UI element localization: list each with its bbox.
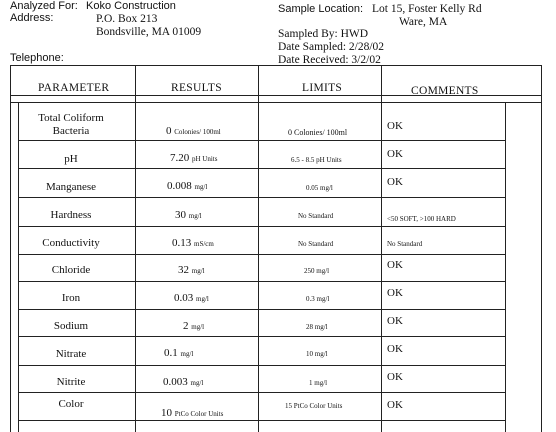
limit-value: 15 PtCo Color Units — [285, 402, 343, 410]
result-unit: mS/cm — [194, 240, 214, 248]
result-value — [164, 347, 193, 359]
param-name: Sodium — [53, 320, 89, 332]
result-value — [170, 152, 217, 164]
comment-value: <50 SOFT, >100 HARD — [387, 215, 456, 223]
limit-value: 0.3 mg/l — [306, 295, 330, 303]
result-number: 0.13 — [172, 237, 192, 249]
result-number: 2 — [183, 320, 189, 332]
param-name: Hardness — [50, 209, 92, 221]
result-number: 0.008 — [167, 180, 192, 192]
limit-value: 10 mg/l — [306, 350, 328, 358]
param-name: Conductivity — [42, 237, 100, 249]
comment-value: OK — [387, 287, 403, 299]
result-number: 0.03 — [174, 292, 194, 304]
result-number: 7.20 — [170, 152, 190, 164]
row-divider — [18, 309, 505, 310]
row-divider — [18, 168, 505, 169]
param-name: Manganese — [45, 181, 97, 193]
col-header-results: RESULTS — [171, 82, 222, 94]
comment-value: OK — [387, 176, 403, 188]
analyzed-for-value: Koko Construction — [86, 0, 176, 12]
result-number: 30 — [175, 209, 186, 221]
sample-location-line1: Lot 15, Foster Kelly Rd — [372, 3, 482, 15]
param-name: Total Coliform — [38, 112, 104, 124]
date-received: Date Received: 3/2/02 — [278, 54, 381, 66]
result-unit: PtCo Color Units — [174, 410, 224, 418]
result-number: 0 — [166, 125, 172, 137]
limit-value: No Standard — [298, 240, 334, 248]
address-line2: Bondsville, MA 01009 — [96, 26, 202, 38]
result-number: 10 — [161, 407, 172, 419]
result-unit: pH Units — [192, 155, 218, 163]
result-value — [163, 376, 203, 388]
result-number: 32 — [178, 264, 189, 276]
comment-value: No Standard — [387, 240, 423, 248]
limit-value: 28 mg/l — [306, 323, 328, 331]
result-value — [175, 209, 202, 221]
comment-value: OK — [387, 399, 403, 411]
row-divider — [18, 254, 505, 255]
limit-value: 250 mg/l — [304, 267, 330, 275]
address-label: Address: — [10, 12, 54, 24]
result-unit: mg/l — [196, 295, 209, 303]
result-unit: mg/l — [194, 183, 208, 191]
param-name: Iron — [61, 292, 81, 304]
row-divider — [18, 420, 505, 421]
result-unit: mg/l — [190, 379, 204, 387]
result-value — [183, 320, 204, 332]
col-divider — [258, 65, 259, 432]
analyzed-for-label: Analyzed For: — [10, 0, 78, 12]
comment-value: OK — [387, 343, 403, 355]
result-unit: mg/l — [188, 212, 202, 220]
limit-value: 6.5 - 8.5 pH Units — [291, 156, 342, 164]
result-value — [166, 125, 221, 137]
limit-value: No Standard — [298, 212, 334, 220]
row-divider — [18, 140, 505, 141]
inner-border — [505, 102, 506, 432]
col-header-limits: LIMITS — [302, 82, 343, 94]
result-number: 0.003 — [163, 376, 188, 388]
result-value — [178, 264, 205, 276]
limit-value: 0 Colonies/ 100ml — [288, 128, 348, 137]
row-divider — [18, 197, 505, 198]
result-unit: Colonies/ 100ml — [174, 128, 221, 136]
row-divider — [18, 226, 505, 227]
col-divider — [381, 65, 382, 432]
sample-location-line2: Ware, MA — [399, 16, 448, 28]
limit-value: 0.05 mg/l — [306, 184, 333, 192]
sample-location-label: Sample Location: — [278, 3, 363, 15]
address-line1: P.O. Box 213 — [96, 13, 158, 25]
param-name: Nitrite — [56, 376, 86, 388]
param-name: Chloride — [51, 264, 91, 276]
comment-value: OK — [387, 371, 403, 383]
comment-value: OK — [387, 120, 403, 132]
result-value — [167, 180, 207, 192]
row-divider — [18, 365, 505, 366]
col-header-parameter: PARAMETER — [38, 82, 110, 94]
result-unit: mg/l — [191, 267, 205, 275]
param-name: Bacteria — [52, 125, 90, 137]
telephone-label: Telephone: — [10, 52, 64, 64]
sampled-by: Sampled By: HWD — [278, 28, 369, 40]
row-divider — [18, 281, 505, 282]
comment-value: OK — [387, 148, 403, 160]
row-divider — [18, 336, 505, 337]
result-number: 0.1 — [164, 347, 178, 359]
result-value — [172, 237, 214, 249]
param-name: pH — [64, 153, 78, 165]
col-header-comments: COMMENTS — [411, 85, 479, 97]
comment-value: OK — [387, 315, 403, 327]
row-divider — [18, 392, 505, 393]
comment-value: OK — [387, 259, 403, 271]
date-sampled: Date Sampled: 2/28/02 — [278, 41, 385, 53]
result-unit: mg/l — [191, 323, 205, 331]
result-unit: mg/l — [180, 350, 194, 358]
param-name: Nitrate — [55, 348, 87, 360]
result-value — [174, 292, 209, 304]
param-name: Color — [58, 398, 84, 410]
limit-value: 1 mg/l — [309, 379, 328, 387]
header-divider — [10, 102, 542, 103]
col-divider — [135, 65, 136, 432]
result-value — [161, 407, 223, 419]
